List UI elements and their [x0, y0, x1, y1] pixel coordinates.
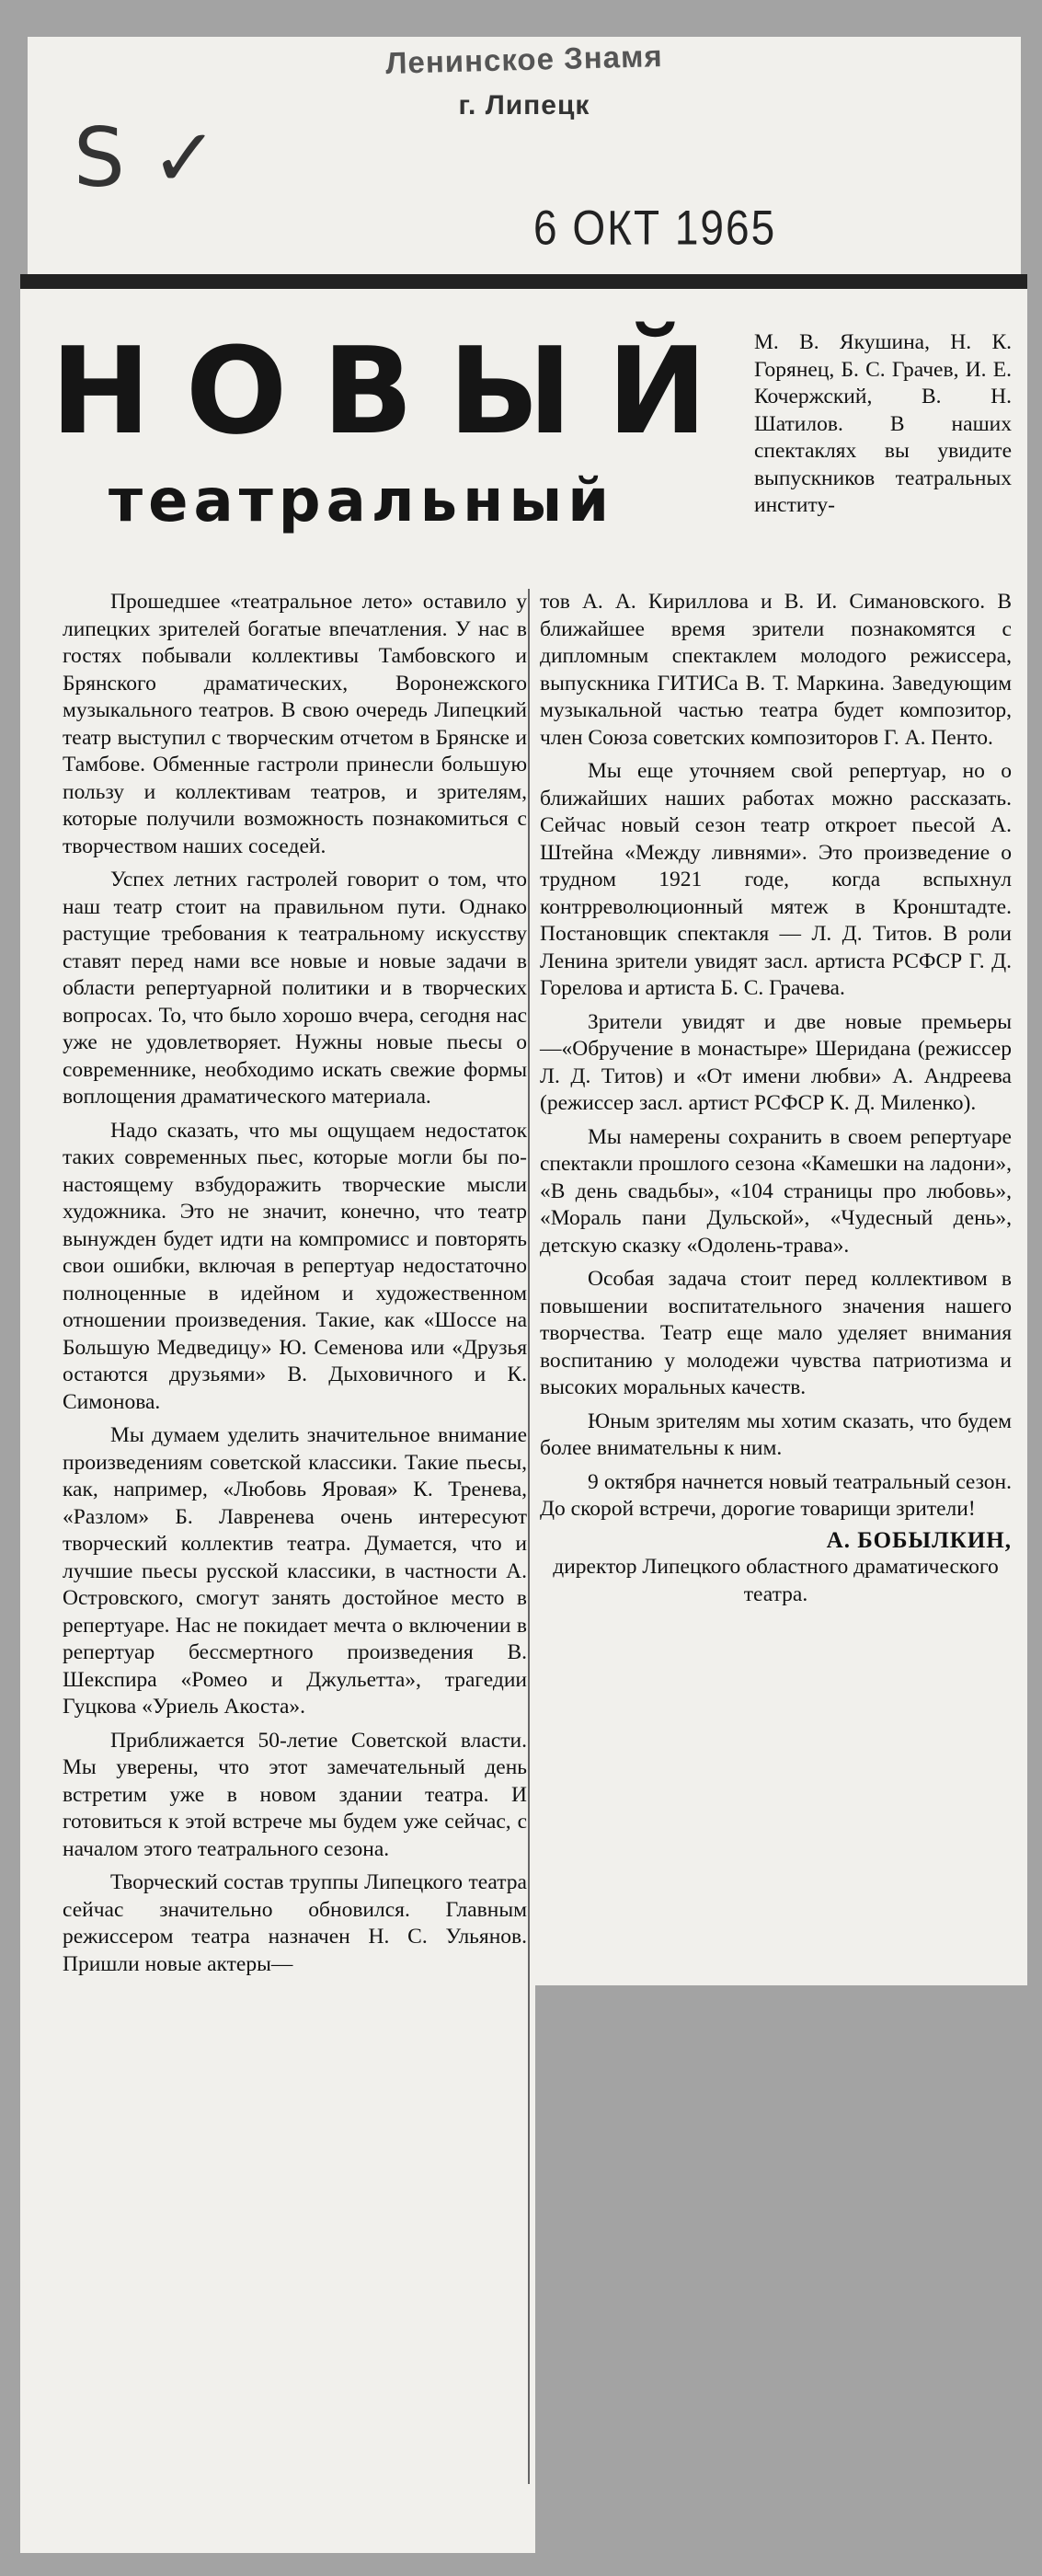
- left-paragraph-3: Надо сказать, что мы ощущаем недостаток таких современных пьес, которые могли бы по-настоящему взбудоражить творческие мысли художника. Это не значит, конечно, что театр вынужден будет идти на компромисс и повторять свои ошибки, включая в репертуар недостаточно полноценные в идейном и художественном отношении произведения. Такие, как «Шоссе на Большую Медведицу» Ю. Семенова или «Друзья остаются друзьями» В. Дыховичного и К. Симонова.: [63, 1118, 527, 1414]
- right-column: [527, 589, 1012, 1608]
- left-paragraph-1: Прошедшее «театральное лето» оставило у липецких зрителей богатые впечатления. У нас в гостях побывали коллективы Тамбовского и Брянского драматических, Воронежского музыкального театров. В свою очередь Липецкий театр выступил с творческим отчетом в Брянске и Тамбове. Обменные гастроли принесли большую пользу и коллективам театров, и зрителям, которые получили возможность познакомиться с творчеством наших соседей.: [63, 590, 527, 858]
- right-paragraph-2: Мы еще уточняем свой репертуар, но о ближайших наших работах можно рассказать. Сейчас новый сезон театр откроет пьесой А. Штейна «Между ливнями». Это произведение о трудном 1921 годе, когда вспыхнул контрреволюционный мятеж в Кронштадте. Постановщик спектакля — Л. Д. Титов. В роли Ленина зрители увидят засл. артиста РСФСР Г. Д. Горелова и артиста Б. С. Грачева.: [540, 759, 1012, 1000]
- newspaper-city: г. Липецк: [458, 90, 590, 121]
- left-paragraph-4: Мы думаем уделить значительное внимание произведениям советской классики. Такие пьесы, как, например, «Любовь Яровая» К. Тренева, «Разлом» Б. Лавренева очень интересуют творческий коллектив театра. Думается, что и лучшие пьесы русской классики, в частности А. Островского, смогут занять достойное место в репертуаре. Нас не покидает мечта о включении в репертуар бессмертного произведения В. Шекспира «Ромео и Джульетта», трагедии Гуцкова «Уриель Акоста».: [63, 1423, 527, 1719]
- left-paragraph-5: Приближается 50-летие Советской власти. Мы уверены, что этот замечательный день встретим уже в новом здании театра. И готовиться к этой встрече мы будем уже сейчас, с началом этого театрального сезона.: [63, 1728, 527, 1861]
- right-paragraph-6: Юным зрителям мы хотим сказать, что будем более внимательны к ним.: [540, 1409, 1012, 1460]
- headline-side-column: [754, 329, 1012, 520]
- author-signature: А. БОБЫЛКИН,: [826, 1527, 1012, 1553]
- date-stamp: 6 ОКТ 1965: [533, 200, 777, 255]
- side-paragraph: М. В. Якушина, Н. К. Горянец, Б. С. Грачев, И. Е. Кочержский, В. Н. Шатилов. В наших спектаклях вы увидите выпускников театральных институ-: [754, 330, 1012, 517]
- left-column: [63, 589, 527, 1978]
- newspaper-name: Ленинское Знамя: [384, 39, 664, 80]
- article-paper-left-tail: [20, 1969, 535, 2553]
- author-role: директор Липецкого областного драматического театра.: [553, 1555, 999, 1606]
- right-paragraph-7: 9 октября начнется новый театральный сезон. До скорой встречи, дорогие товарищи зрители!: [540, 1469, 1012, 1521]
- left-paragraph-2: Успех летних гастролей говорит о том, что наш театр стоит на правильном пути. Однако растущие требования к театральному искусству ставят перед нами все новые и новые задачи в области репертуарной политики и в творческих вопросах. То, что было хорошо вчера, сегодня нас уже не удовлетворяет. Нужны новые пьесы о современнике, необходимо искать свежие формы воплощения драматического материала.: [63, 868, 527, 1109]
- subheadline: театральный: [109, 467, 615, 535]
- left-paragraph-6: Творческий состав труппы Липецкого театра сейчас значительно обновился. Главным режиссером театра назначен Н. С. Ульянов. Пришли новые актеры—: [63, 1870, 527, 1976]
- header-slip: [28, 37, 1021, 274]
- right-paragraph-3: Зрители увидят и две новые премьеры —«Обручение в монастыре» Шеридана (режиссер Л. Д. Титов) и «От имени любви» А. Андреева (режиссер засл. артист РСФСР К. Д. Миленко).: [540, 1009, 1012, 1115]
- right-paragraph-5: Особая задача стоит перед коллективом в повышении воспитательного значения нашего творчества. Театр еще мало уделяет внимания воспитанию у молодежи чувства патриотизма и высоких моральных качеств.: [540, 1267, 1012, 1399]
- headline: НОВЫЙ: [51, 321, 742, 461]
- top-rule: [20, 274, 1027, 289]
- right-paragraph-1: тов А. А. Кириллова и В. И. Симановского. В ближайшее время зрители познакомятся с дипломным спектаклем молодого режиссера, выпускника ГИТИСа В. Т. Маркина. Заведующим музыкальной частью театра будет композитор, член Союза советских композиторов Г. А. Пенто.: [540, 590, 1012, 750]
- pencil-mark: S ✓: [74, 110, 219, 205]
- right-paragraph-4: Мы намерены сохранить в своем репертуаре спектакли прошлого сезона «Камешки на ладони», «В день свадьбы», «104 страницы про любовь», «Мораль пани Дульской», «Чудесный день», детскую сказку «Одолень-трава».: [540, 1124, 1012, 1258]
